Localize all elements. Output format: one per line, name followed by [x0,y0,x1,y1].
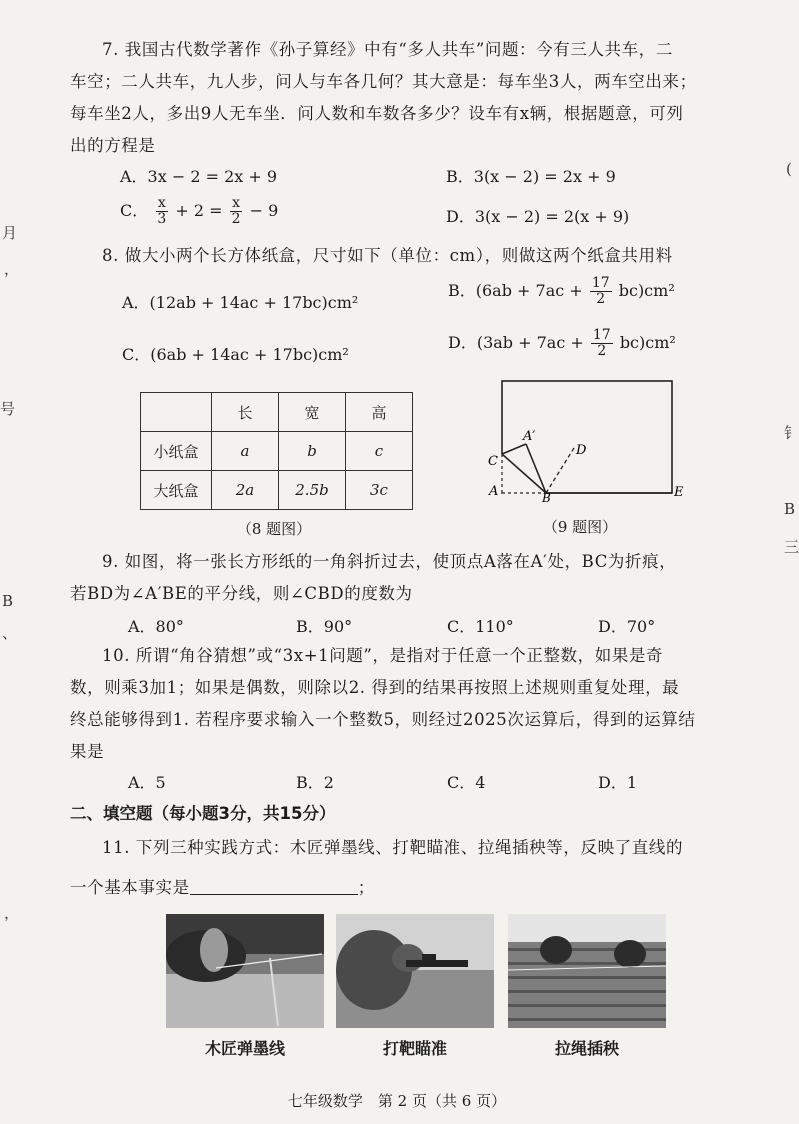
segment-a1b [526,444,546,493]
table-cell: 2.5b [279,471,346,510]
finger-shape [200,928,228,972]
q10-stem-line: 终总能够得到1. 若程序要求输入一个整数5，则经过2025次运算后，得到的运算结 [70,710,696,729]
q9-folded-rectangle-figure [480,374,684,505]
q10-option-b: B．2 [296,773,334,792]
margin-mark: 三 [784,538,799,556]
rifle-scope [422,954,436,962]
q7-option-a: A．3x − 2 = 2x + 9 [120,167,278,186]
fraction [155,196,168,227]
label-e: E [674,485,684,500]
q8-figure-caption: （8 题图） [236,520,312,538]
q8-option-b [448,276,675,307]
farmer-left [540,936,572,964]
q7-option-b: B．3(x − 2) = 2x + 9 [446,167,616,186]
q9-stem-line: 若BD为∠A′BE的平分线，则∠CBD的度数为 [70,584,413,603]
fraction [591,328,613,359]
q7-c-prefix: C． [120,201,149,220]
answer-blank[interactable] [190,874,358,895]
q8-dimension-table [140,392,413,510]
table-cell [141,393,212,432]
margin-mark: ， [4,904,20,922]
denominator: 2 [596,291,606,307]
q11-line-1: 11. 下列三种实践方式：木匠弹墨线、打靶瞄准、拉绳插秧等，反映了直线的 [102,838,684,857]
label-d: D [576,443,587,458]
q10-stem-line: 10. 所谓“角谷猜想”或“3x+1问题”，是指对于任意一个正整数，如果是奇 [102,646,664,665]
table-cell: a [212,432,279,471]
q8-d-suffix: bc)cm² [619,333,676,352]
numerator: x [157,195,166,211]
q10-stem-line: 果是 [70,742,105,761]
table-header-row [141,393,413,432]
photo-caption: 木匠弹墨线 [204,1039,285,1058]
photo-caption: 打靶瞄准 [382,1039,447,1058]
q8-option-d [448,328,676,359]
denominator: 2 [231,211,241,227]
table-row [141,471,413,510]
photo-caption: 拉绳插秧 [554,1039,619,1058]
table-header-cell: 高 [346,393,413,432]
q7-c-tail: − 9 [249,201,279,220]
table-header-cell: 长 [212,393,279,432]
q11-prefix: 一个基本事实是 [70,878,190,897]
q9-option-a: A．80° [128,617,184,636]
q8-option-a: A．(12ab + 14ac + 17bc)cm² [122,293,359,312]
margin-mark: B [2,592,14,610]
q8-d-prefix: D．(3ab + 7ac + [448,333,584,352]
farmer-right [614,940,646,968]
segment-ca1 [502,444,526,454]
table-cell: 3c [346,471,413,510]
fraction [230,196,243,227]
numerator: x [232,195,241,211]
rice-planting-photo [508,914,666,1028]
label-c: C [488,454,498,469]
margin-mark: 钅 [784,424,799,442]
q7-stem-line: 出的方程是 [70,136,156,155]
q9-stem-line: 9. 如图，将一张长方形纸的一角斜折过去，使顶点A落在A′处，BC为折痕， [102,552,677,571]
rifle [406,960,468,967]
q8-b-suffix: bc)cm² [618,281,675,300]
q7-option-d: D．3(x − 2) = 2(x + 9) [446,207,630,226]
q10-option-a: A．5 [128,773,166,792]
page-footer: 七年级数学 第 2 页（共 6 页） [287,1092,507,1110]
label-b: B [542,491,551,505]
numerator: 17 [591,275,610,291]
q10-option-d: D．1 [598,773,638,792]
denominator: 2 [597,343,607,359]
q9-option-b: B．90° [296,617,353,636]
margin-mark: 、 [2,624,18,642]
shooter-head [392,944,424,972]
table-header-cell: 宽 [279,393,346,432]
wood-plank [166,974,324,1028]
margin-mark: 号 [0,400,16,418]
denominator: 3 [157,211,167,227]
question-9 [70,546,760,610]
table-row-label: 大纸盒 [141,471,212,510]
table-cell: 2a [212,471,279,510]
label-a-prime: A′ [523,429,536,444]
question-7 [70,34,760,162]
q7-stem-line: 每车坐2人，多出9人无车坐．问人数和车数各多少？设车有x辆，根据题意，可列 [70,104,684,123]
q9-option-d: D．70° [598,617,656,636]
q11-line-2 [70,872,770,904]
q7-option-c [120,196,278,227]
q9-figure-caption: （9 题图） [542,518,618,536]
bisector-bd [546,448,574,493]
table-cell: b [279,432,346,471]
q8-option-c: C．(6ab + 14ac + 17bc)cm² [122,345,349,364]
q7-c-mid: + 2 = [175,201,223,220]
numerator: 17 [592,327,611,343]
section-heading: 二、填空题（每小题3分，共15分） [70,804,336,823]
q10-stem-line: 数，则乘3加1；如果是偶数，则除以2. 得到的结果再按照上述规则重复处理，最 [70,678,680,697]
q8-b-prefix: B．(6ab + 7ac + [448,281,583,300]
sky-area [508,914,666,942]
question-10 [70,640,760,768]
q7-stem-line: 车空；二人共车，九人步，问人与车各几何？其大意是：每车坐3人，两车空出来； [70,72,697,91]
carpenter-ink-line-photo [166,914,324,1028]
table-cell: c [346,432,413,471]
table-row-label: 小纸盒 [141,432,212,471]
label-a: A [489,484,499,499]
shooting-aim-photo [336,914,494,1028]
q9-option-c: C．110° [447,617,514,636]
fraction [590,276,612,307]
q11-suffix: ； [357,878,375,897]
table-row [141,432,413,471]
margin-mark: ( [786,160,792,178]
q10-option-c: C．4 [447,773,486,792]
q8-stem: 8. 做大小两个长方体纸盒，尺寸如下（单位：cm），则做这两个纸盒共用料 [102,246,673,265]
margin-mark: 月 [2,224,18,242]
q7-stem-line: 7. 我国古代数学著作《孙子算经》中有“多人共车”问题：今有三人共车，二 [102,40,673,59]
fold-line-bc [502,454,546,493]
margin-mark: B [784,500,796,518]
margin-mark: ， [4,260,20,278]
